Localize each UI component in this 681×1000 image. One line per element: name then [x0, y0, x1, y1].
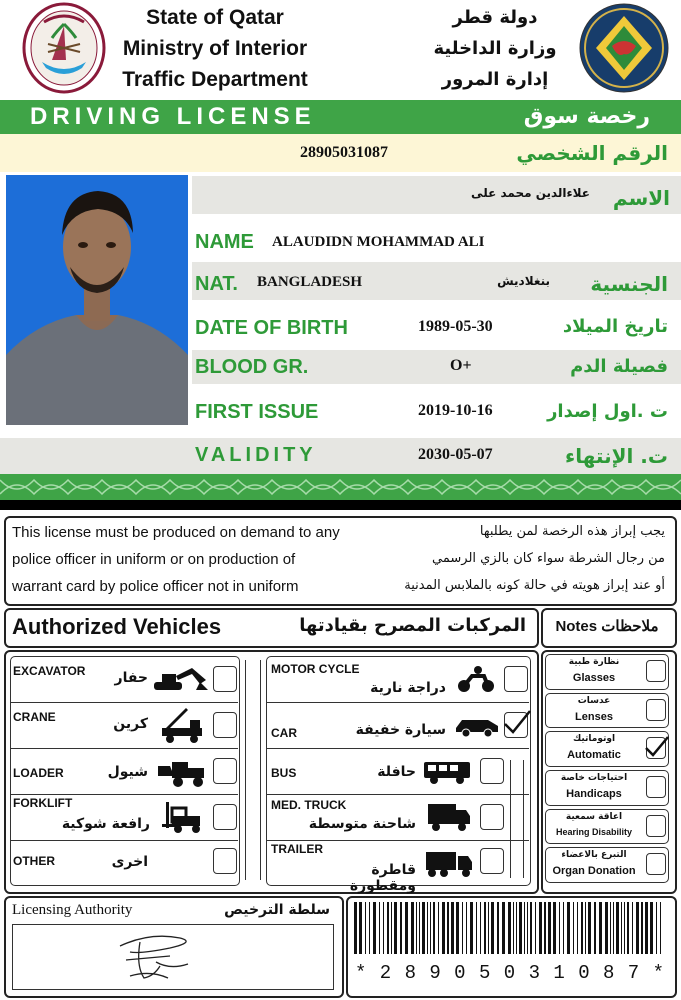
barcode-bar: [559, 902, 560, 954]
note-checkbox[interactable]: [646, 776, 666, 798]
vehicle-row-trailer: [266, 840, 529, 894]
bus-icon: [422, 760, 472, 791]
personal-id-label: الرقم الشخصي: [516, 141, 668, 165]
notice-ar-line3: أو عند إبراز هويته في حالة كونه بالملابس المدنية: [404, 578, 665, 593]
notice-ar-line2: من رجال الشرطة سواء كان بالزي الرسمي: [432, 551, 665, 566]
notice-en-line1: This license must be produced on demand to any: [12, 524, 340, 541]
barcode-bar: [516, 902, 517, 954]
barcode-bar: [508, 902, 511, 954]
bus-checkbox[interactable]: [480, 758, 504, 784]
note-checkbox[interactable]: [646, 815, 666, 837]
note-checkbox[interactable]: [646, 660, 666, 682]
car-icon: [454, 712, 500, 743]
forklift-icon: [162, 800, 208, 839]
vehicle-row-med-truck: [266, 794, 529, 841]
barcode-bar: [610, 902, 611, 954]
motorcycle-label: MOTOR CYCLE: [271, 662, 360, 676]
first-issue-value: 2019-10-16: [418, 402, 493, 419]
barcode-bar: [427, 902, 428, 954]
barcode-bar: [641, 902, 643, 954]
card-separator: [0, 500, 681, 510]
barcode-bar: [539, 902, 542, 954]
crane-truck-icon: [160, 706, 206, 749]
loader-label-ar: شيول: [107, 764, 148, 780]
authority-label-en: Licensing Authority: [12, 902, 133, 918]
authority-label-ar: سلطة الترخيص: [224, 902, 330, 918]
note-label: Lenses: [575, 710, 613, 723]
barcode-bar: [391, 902, 392, 954]
vehicle-row-loader: [10, 748, 238, 795]
car-label-ar: سيارة خفيفة: [355, 722, 446, 738]
barcode-bar: [488, 902, 489, 954]
barcode-bar: [599, 902, 602, 954]
first-issue-label: FIRST ISSUE: [195, 401, 319, 423]
barcode-bar: [476, 902, 477, 954]
barcode-bar: [636, 902, 639, 954]
note-label-ar: احتياجات خاصة: [560, 773, 628, 783]
motorcycle-checkbox[interactable]: [504, 666, 528, 692]
other-label-ar: اخرى: [111, 854, 148, 870]
barcode-bar: [567, 902, 570, 954]
name-label: NAME: [195, 231, 254, 253]
note-label: Automatic: [567, 749, 621, 762]
barcode-bar: [462, 902, 463, 954]
barcode-bar: [527, 902, 528, 954]
note-row: [545, 693, 669, 729]
barcode-bar: [519, 902, 522, 954]
barcode-bar: [585, 902, 586, 954]
barcode-bar: [484, 902, 486, 954]
vehicles-title-en: Authorized Vehicles: [12, 614, 222, 639]
validity-value: 2030-05-07: [418, 446, 493, 463]
decorative-pattern: [0, 474, 681, 500]
barcode-bar: [535, 902, 536, 954]
license-back: [0, 510, 681, 1000]
notice-en-line2: police officer in uniform or on production of: [12, 551, 296, 568]
crane-label-ar: كرين: [113, 716, 148, 732]
excavator-label: EXCAVATOR: [13, 664, 86, 678]
barcode-bar: [387, 902, 389, 954]
barcode-bar: [645, 902, 648, 954]
other-label: OTHER: [13, 854, 55, 868]
blood-value: O+: [450, 357, 472, 374]
barcode-bar: [513, 902, 514, 954]
header-ar-line1: دولة قطر: [452, 7, 538, 28]
notes-title: Notes ملاحظات: [555, 618, 659, 635]
trailer-label-ar: قاطرة ومقطورة: [349, 862, 416, 894]
holder-photo: [6, 175, 188, 425]
banner-title-en: DRIVING LICENSE: [30, 103, 316, 130]
barcode-bar: [422, 902, 425, 954]
note-checkbox[interactable]: [646, 853, 666, 875]
barcode-bar: [627, 902, 629, 954]
note-row: [545, 654, 669, 690]
truck-icon: [426, 802, 472, 837]
first-issue-label-ar: ت .اول إصدار: [547, 401, 668, 422]
barcode-bar: [400, 902, 402, 954]
forklift-label-ar: رافعة شوكية: [61, 816, 150, 832]
header-en-line2: Ministry of Interior: [122, 37, 308, 60]
motorcycle-icon: [456, 664, 496, 699]
qatar-emblem-icon: [22, 2, 106, 94]
note-label-ar: عدسات: [577, 695, 611, 706]
trailer-checkbox[interactable]: [480, 848, 504, 874]
barcode-bar: [405, 902, 408, 954]
barcode-bar: [491, 902, 494, 954]
note-label-ar: التبرع بالاعضاء: [561, 850, 627, 861]
nat-label: NAT.: [195, 273, 238, 295]
barcode-bar: [613, 902, 614, 954]
barcode-bar: [497, 902, 499, 954]
excavator-label-ar: حفار: [114, 670, 148, 686]
notice-en-line3: warrant card by police officer not in uniform: [12, 578, 299, 595]
vehicle-row-bus: [266, 748, 529, 795]
note-label: Handicaps: [566, 788, 622, 800]
header-ar-line2: وزارة الداخلية: [433, 38, 557, 59]
barcode-bar: [451, 902, 454, 954]
vehicle-row-motorcycle: [266, 656, 529, 703]
med-truck-label: MED. TRUCK: [271, 798, 347, 812]
dob-label: DATE OF BIRTH: [195, 317, 348, 339]
motorcycle-label-ar: دراجة نارية: [370, 680, 446, 696]
barcode-bar: [394, 902, 397, 954]
trailer-truck-icon: [424, 848, 474, 883]
note-label-ar: اعاقة سمعية: [565, 811, 623, 822]
right-bracket: [510, 760, 524, 878]
vehicle-row-car: [266, 702, 529, 749]
notice-ar-line1: يجب إبراز هذه الرخصة لمن يطلبها: [479, 524, 665, 539]
barcode-bar: [563, 902, 564, 954]
note-label-ar: اوتوماتيك: [572, 734, 616, 745]
barcode-bar: [660, 902, 661, 954]
barcode-text: * 2 8 9 0 5 0 3 1 0 8 7 *: [354, 962, 666, 984]
blood-label-ar: فصيلة الدم: [570, 356, 668, 377]
header-ar-line3: إدارة المرور: [441, 69, 549, 90]
nat-value: BANGLADESH: [257, 274, 363, 290]
trailer-label: TRAILER: [271, 842, 323, 856]
forklift-label: FORKLIFT: [13, 796, 73, 810]
barcode-bar: [433, 902, 435, 954]
dob-label-ar: تاريخ الميلاد: [562, 316, 668, 337]
med-truck-checkbox[interactable]: [480, 804, 504, 830]
header-en-line3: Traffic Department: [122, 68, 308, 91]
note-label-ar: نظارة طبية: [568, 657, 620, 667]
gcc-emblem-icon: [578, 2, 670, 94]
barcode-bar: [411, 902, 414, 954]
vehicle-row-forklift: [10, 794, 238, 841]
barcode-bar: [544, 902, 546, 954]
barcode-bar: [632, 902, 633, 954]
barcode-bar: [354, 902, 357, 954]
barcode-bar: [373, 902, 376, 954]
barcode-bar: [524, 902, 525, 954]
barcode-bar: [470, 902, 473, 954]
barcode-bar: [379, 902, 380, 954]
barcode-bar: [430, 902, 431, 954]
note-checkbox[interactable]: [646, 699, 666, 721]
barcode-bar: [359, 902, 362, 954]
vehicle-row-crane: [10, 702, 238, 749]
barcode-bar: [621, 902, 622, 954]
note-row: [545, 731, 669, 767]
barcode-bar: [456, 902, 459, 954]
barcode-bar: [447, 902, 449, 954]
barcode-bar: [624, 902, 625, 954]
divider-bracket: [245, 660, 261, 880]
notes-list: [545, 654, 669, 886]
note-row: [545, 847, 669, 883]
name-value: ALAUDIDN MOHAMMAD ALI: [272, 234, 485, 250]
signature-icon: [110, 926, 200, 993]
barcode-bar: [442, 902, 445, 954]
blood-label: BLOOD GR.: [195, 356, 309, 378]
barcode-bar: [438, 902, 439, 954]
crane-label: CRANE: [13, 710, 56, 724]
barcode-bar: [577, 902, 578, 954]
nat-value-ar: بنغلاديش: [497, 274, 550, 288]
excavator-icon: [150, 666, 210, 699]
name-ar-value: علاءالدين محمد على: [471, 186, 590, 200]
med-truck-label-ar: شاحنة متوسطة: [308, 816, 416, 832]
loader-icon: [156, 758, 210, 793]
barcode-bar: [581, 902, 583, 954]
validity-label-ar: ت. الإنتهاء: [564, 444, 668, 468]
barcode-bar: [656, 902, 657, 954]
barcode-bar: [588, 902, 591, 954]
barcode-bar: [383, 902, 384, 954]
barcode-bar: [650, 902, 653, 954]
personal-id-value: 28905031087: [300, 144, 388, 161]
nat-label-ar: الجنسية: [590, 272, 668, 296]
barcode-bar: [594, 902, 596, 954]
barcode-bar: [548, 902, 551, 954]
crane-checkbox[interactable]: [213, 712, 237, 738]
barcode-bar: [553, 902, 556, 954]
note-label: Hearing Disability: [555, 826, 633, 837]
other-checkbox[interactable]: [213, 848, 237, 874]
barcode-bar: [369, 902, 370, 954]
name-ar-label: الاسم: [612, 186, 670, 210]
car-checkmark-icon: [502, 708, 532, 741]
barcode-bar: [530, 902, 532, 954]
barcode-bar: [416, 902, 417, 954]
barcode-bar: [573, 902, 574, 954]
note-label: Glasses: [572, 672, 616, 684]
barcode-bar: [466, 902, 467, 954]
note-label: Organ Donation: [552, 865, 636, 878]
loader-checkbox[interactable]: [213, 758, 237, 784]
bus-label: BUS: [271, 766, 297, 780]
banner-title-ar: رخصة سوق: [523, 104, 650, 129]
note-row: [545, 770, 669, 806]
forklift-checkbox[interactable]: [213, 804, 237, 830]
vehicle-row-other: [10, 840, 238, 884]
validity-label: VALIDITY: [195, 444, 317, 466]
barcode-bar: [480, 902, 481, 954]
car-label: CAR: [271, 726, 297, 740]
barcode-icon: [352, 902, 668, 954]
dob-value: 1989-05-30: [418, 318, 493, 335]
excavator-checkbox[interactable]: [213, 666, 237, 692]
barcode-bar: [605, 902, 608, 954]
note-checkmark-icon: [644, 734, 670, 758]
barcode-bar: [419, 902, 420, 954]
vehicles-title-ar: المركبات المصرح بقيادتها: [299, 615, 526, 636]
vehicle-row-excavator: [10, 656, 238, 703]
barcode-bar: [502, 902, 505, 954]
loader-label: LOADER: [13, 766, 64, 780]
barcode-bar: [616, 902, 619, 954]
barcode-bar: [365, 902, 366, 954]
bus-label-ar: حافلة: [377, 764, 416, 780]
header-en-line1: State of Qatar: [146, 6, 284, 29]
note-row: [545, 809, 669, 845]
